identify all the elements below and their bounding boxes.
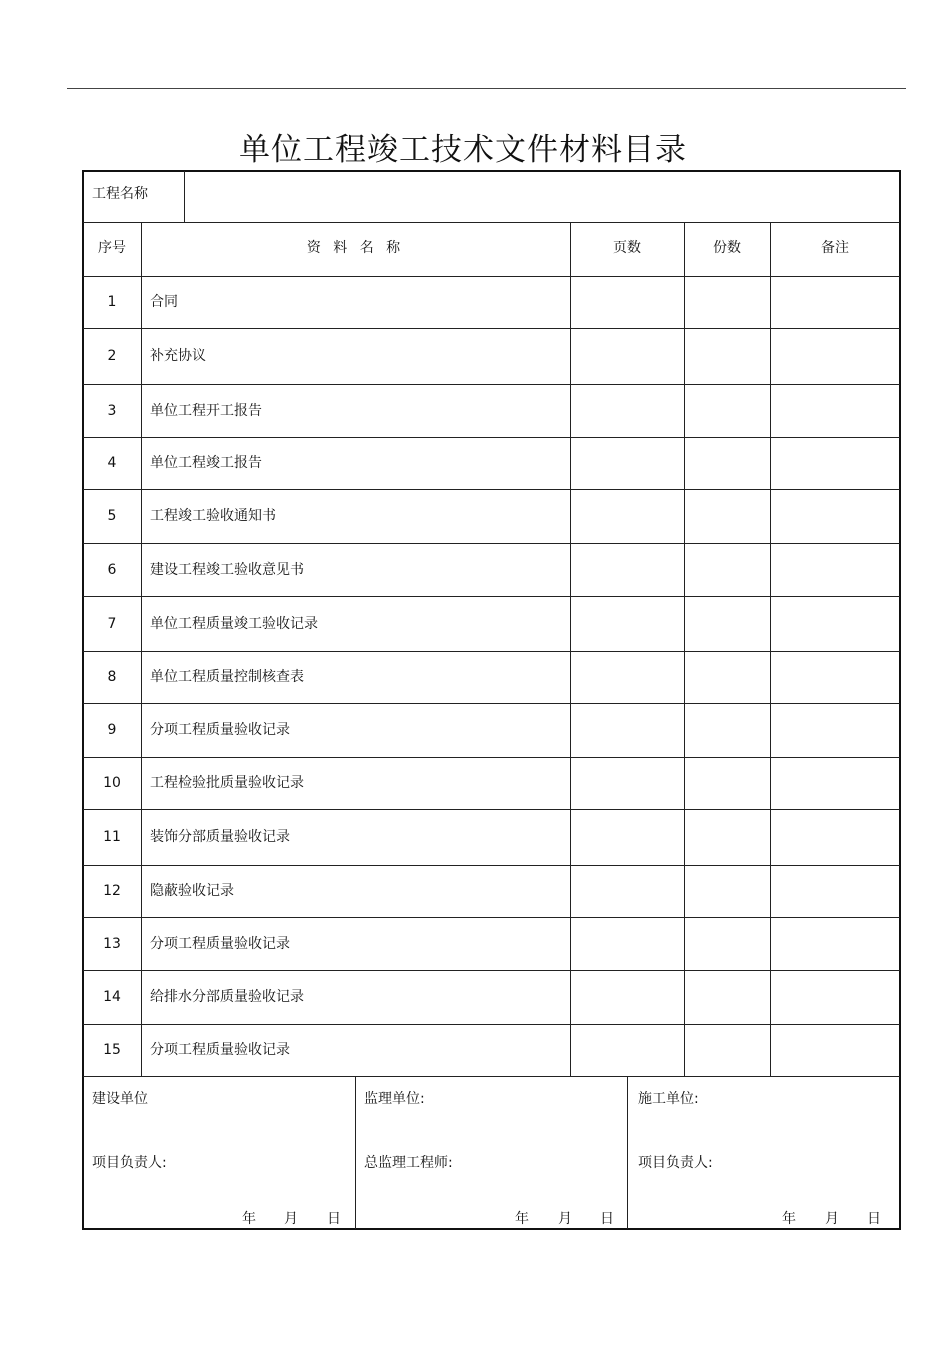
row-pages-cell[interactable] bbox=[571, 704, 683, 756]
row-seq: 3 bbox=[107, 403, 117, 419]
signature-year-label: 年 bbox=[242, 1211, 256, 1227]
row-name: 单位工程开工报告 bbox=[150, 403, 262, 419]
row-name: 分项工程质量验收记录 bbox=[150, 1042, 290, 1058]
row-pages-cell[interactable] bbox=[571, 810, 683, 864]
signature-month-label: 月 bbox=[558, 1211, 572, 1227]
row-copies-cell[interactable] bbox=[685, 866, 769, 916]
signature-day-label: 日 bbox=[327, 1211, 341, 1227]
row-remarks-cell[interactable] bbox=[771, 758, 899, 808]
header-copies: 份数 bbox=[713, 240, 741, 256]
row-copies-cell[interactable] bbox=[685, 544, 769, 595]
row-seq: 7 bbox=[107, 616, 117, 632]
row-pages-cell[interactable] bbox=[571, 597, 683, 650]
row-seq: 8 bbox=[107, 669, 117, 685]
signature-divider bbox=[627, 1076, 628, 1229]
row-pages-cell[interactable] bbox=[571, 866, 683, 916]
row-copies-cell[interactable] bbox=[685, 758, 769, 808]
row-name: 单位工程质量控制核查表 bbox=[150, 669, 304, 685]
row-copies-cell[interactable] bbox=[685, 277, 769, 327]
signature-day-label: 日 bbox=[867, 1211, 881, 1227]
row-name: 建设工程竣工验收意见书 bbox=[150, 562, 304, 578]
row-name: 补充协议 bbox=[150, 348, 206, 364]
row-name: 装饰分部质量验收记录 bbox=[150, 829, 290, 845]
row-pages-cell[interactable] bbox=[571, 971, 683, 1023]
row-copies-cell[interactable] bbox=[685, 490, 769, 542]
row-copies-cell[interactable] bbox=[685, 329, 769, 383]
row-seq: 15 bbox=[103, 1042, 121, 1058]
row-seq: 4 bbox=[107, 455, 117, 471]
row-pages-cell[interactable] bbox=[571, 758, 683, 808]
signature-person-label: 项目负责人: bbox=[638, 1155, 713, 1171]
row-remarks-cell[interactable] bbox=[771, 704, 899, 756]
row-remarks-cell[interactable] bbox=[771, 866, 899, 916]
column-divider bbox=[141, 222, 142, 1076]
row-seq: 14 bbox=[103, 989, 121, 1005]
row-pages-cell[interactable] bbox=[571, 385, 683, 436]
signature-unit-label: 施工单位: bbox=[638, 1091, 699, 1107]
divider bbox=[83, 222, 900, 223]
row-pages-cell[interactable] bbox=[571, 490, 683, 542]
row-remarks-cell[interactable] bbox=[771, 385, 899, 436]
row-pages-cell[interactable] bbox=[571, 652, 683, 702]
row-remarks-cell[interactable] bbox=[771, 277, 899, 327]
row-copies-cell[interactable] bbox=[685, 918, 769, 969]
signature-month-label: 月 bbox=[284, 1211, 298, 1227]
divider bbox=[184, 171, 185, 223]
page-title: 单位工程竣工技术文件材料目录 bbox=[239, 132, 687, 168]
row-name: 工程检验批质量验收记录 bbox=[150, 775, 304, 791]
row-divider bbox=[83, 1076, 900, 1077]
header-pages: 页数 bbox=[613, 240, 641, 256]
row-name: 单位工程竣工报告 bbox=[150, 455, 262, 471]
row-seq: 2 bbox=[107, 348, 117, 364]
row-seq: 11 bbox=[103, 829, 121, 845]
project-name-label: 工程名称 bbox=[92, 186, 148, 202]
signature-day-label: 日 bbox=[600, 1211, 614, 1227]
row-copies-cell[interactable] bbox=[685, 385, 769, 436]
signature-month-label: 月 bbox=[825, 1211, 839, 1227]
row-seq: 5 bbox=[107, 508, 117, 524]
row-name: 合同 bbox=[150, 294, 178, 310]
row-pages-cell[interactable] bbox=[571, 1025, 683, 1075]
row-copies-cell[interactable] bbox=[685, 810, 769, 864]
row-seq: 13 bbox=[103, 936, 121, 952]
signature-year-label: 年 bbox=[515, 1211, 529, 1227]
row-copies-cell[interactable] bbox=[685, 1025, 769, 1075]
row-name: 给排水分部质量验收记录 bbox=[150, 989, 304, 1005]
row-copies-cell[interactable] bbox=[685, 597, 769, 650]
row-pages-cell[interactable] bbox=[571, 918, 683, 969]
signature-person-label: 总监理工程师: bbox=[364, 1155, 453, 1171]
row-remarks-cell[interactable] bbox=[771, 810, 899, 864]
row-name: 单位工程质量竣工验收记录 bbox=[150, 616, 318, 632]
row-name: 分项工程质量验收记录 bbox=[150, 936, 290, 952]
signature-year-label: 年 bbox=[782, 1211, 796, 1227]
row-name: 隐蔽验收记录 bbox=[150, 883, 234, 899]
row-remarks-cell[interactable] bbox=[771, 544, 899, 595]
row-seq: 6 bbox=[107, 562, 117, 578]
row-remarks-cell[interactable] bbox=[771, 490, 899, 542]
row-copies-cell[interactable] bbox=[685, 652, 769, 702]
row-remarks-cell[interactable] bbox=[771, 971, 899, 1023]
row-remarks-cell[interactable] bbox=[771, 918, 899, 969]
signature-person-label: 项目负责人: bbox=[92, 1155, 167, 1171]
header-seq: 序号 bbox=[98, 240, 126, 256]
header-name: 资 料 名 称 bbox=[306, 240, 405, 256]
row-copies-cell[interactable] bbox=[685, 704, 769, 756]
signature-unit-label: 监理单位: bbox=[364, 1091, 425, 1107]
row-seq: 10 bbox=[103, 775, 121, 791]
row-remarks-cell[interactable] bbox=[771, 597, 899, 650]
row-remarks-cell[interactable] bbox=[771, 652, 899, 702]
header-remarks: 备注 bbox=[821, 240, 849, 256]
row-pages-cell[interactable] bbox=[571, 277, 683, 327]
row-seq: 1 bbox=[107, 294, 117, 310]
row-remarks-cell[interactable] bbox=[771, 1025, 899, 1075]
header-rule bbox=[67, 88, 906, 89]
row-copies-cell[interactable] bbox=[685, 971, 769, 1023]
row-name: 分项工程质量验收记录 bbox=[150, 722, 290, 738]
row-name: 工程竣工验收通知书 bbox=[150, 508, 276, 524]
row-remarks-cell[interactable] bbox=[771, 329, 899, 383]
row-seq: 9 bbox=[107, 722, 117, 738]
signature-unit-label: 建设单位 bbox=[92, 1091, 148, 1107]
row-copies-cell[interactable] bbox=[685, 438, 769, 488]
signature-divider bbox=[355, 1076, 356, 1229]
row-pages-cell[interactable] bbox=[571, 544, 683, 595]
row-seq: 12 bbox=[103, 883, 121, 899]
row-pages-cell[interactable] bbox=[571, 438, 683, 488]
row-pages-cell[interactable] bbox=[571, 329, 683, 383]
row-remarks-cell[interactable] bbox=[771, 438, 899, 488]
